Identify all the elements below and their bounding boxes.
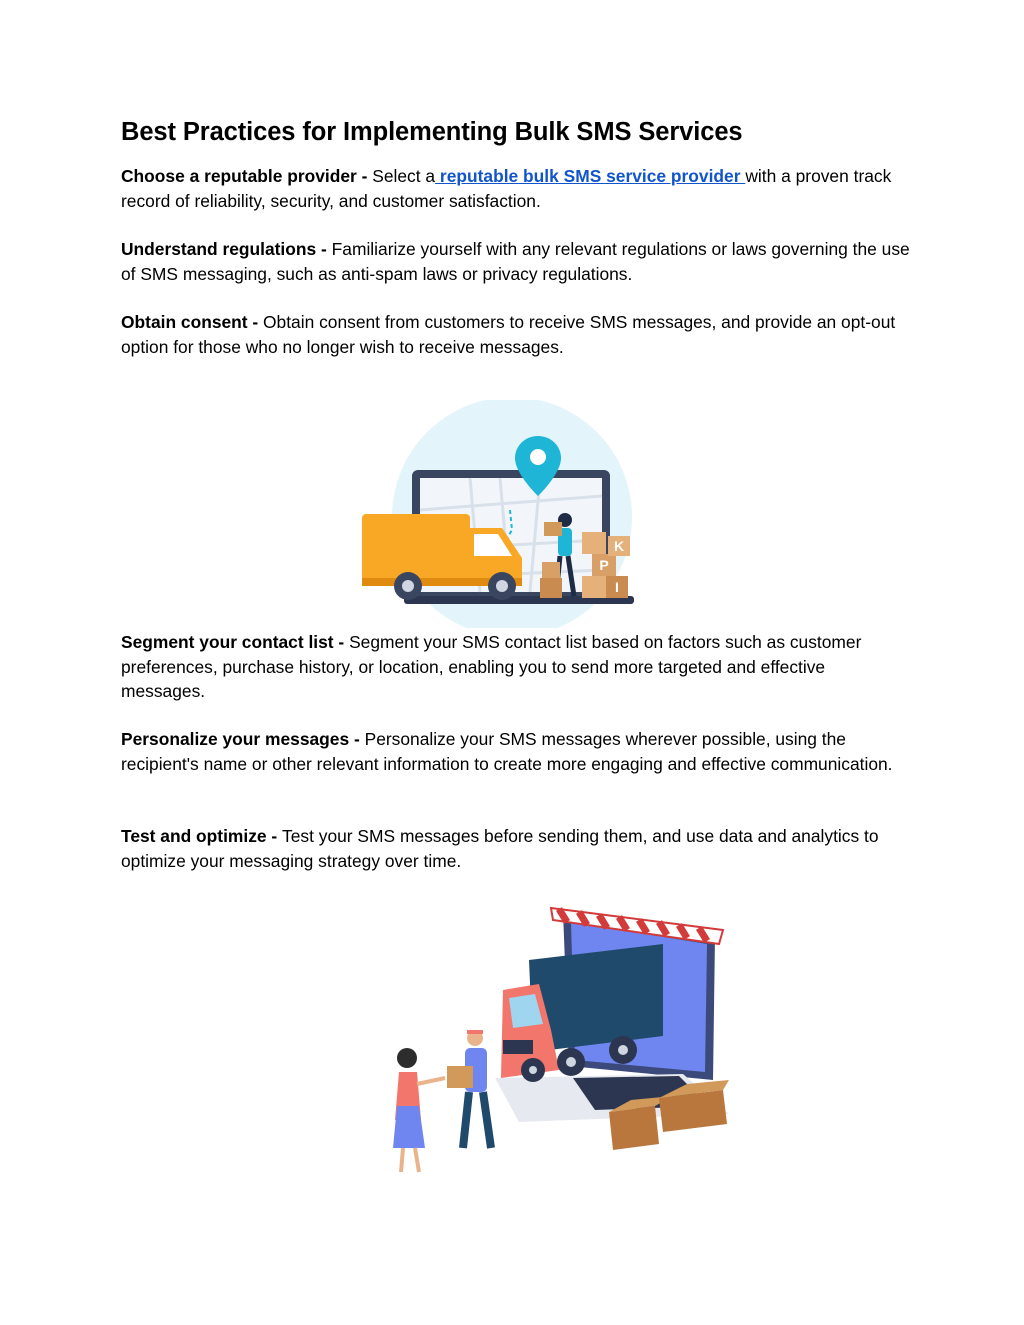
customer-figure	[393, 1048, 445, 1172]
kpi-letter: I	[615, 579, 619, 595]
section-test-optimize	[121, 824, 911, 873]
section-heading: Understand regulations -	[121, 239, 332, 259]
section-obtain-consent	[121, 310, 911, 359]
section-text: Select a	[372, 166, 436, 186]
section-heading: Choose a reputable provider -	[121, 166, 373, 186]
delivery-map-illustration	[360, 400, 645, 628]
section-heading: Segment your contact list -	[121, 632, 350, 652]
section-personalize	[121, 727, 911, 776]
section-text: Personalize your SMS messages wherever possible, using the recipient's name or other relevant information to create more engaging and effective communication.	[121, 729, 893, 774]
kpi-letter: P	[599, 557, 609, 573]
courier-figure	[447, 1030, 491, 1148]
section-segment-list	[121, 630, 911, 704]
section-text: Test your SMS messages before sending them, and use data and analytics to optimize your messaging strategy over time.	[121, 826, 879, 871]
section-understand-regulations	[121, 237, 911, 286]
section-text: Segment your SMS contact list based on factors such as customer preferences, purchase history, or location, enabling you to send more targeted and effective messages.	[121, 632, 862, 701]
section-choose-provider	[121, 164, 911, 213]
truck-laptop-illustration	[383, 900, 733, 1182]
page-title: Best Practices for Implementing Bulk SMS Services	[121, 118, 743, 146]
section-heading: Obtain consent -	[121, 312, 264, 332]
provider-link[interactable]: reputable bulk SMS service provider	[435, 166, 746, 186]
section-text: Obtain consent from customers to receive SMS messages, and provide an opt-out option for those who no longer wish to receive messages.	[121, 312, 896, 357]
section-text: Familiarize yourself with any relevant regulations or laws governing the use of SMS messaging, such as anti-spam laws or privacy regulations.	[121, 239, 910, 284]
kpi-letter: K	[613, 538, 625, 554]
section-heading: Test and optimize -	[121, 826, 283, 846]
section-text: with a proven track record of reliability, security, and customer satisfaction.	[121, 166, 892, 211]
section-heading: Personalize your messages -	[121, 729, 365, 749]
